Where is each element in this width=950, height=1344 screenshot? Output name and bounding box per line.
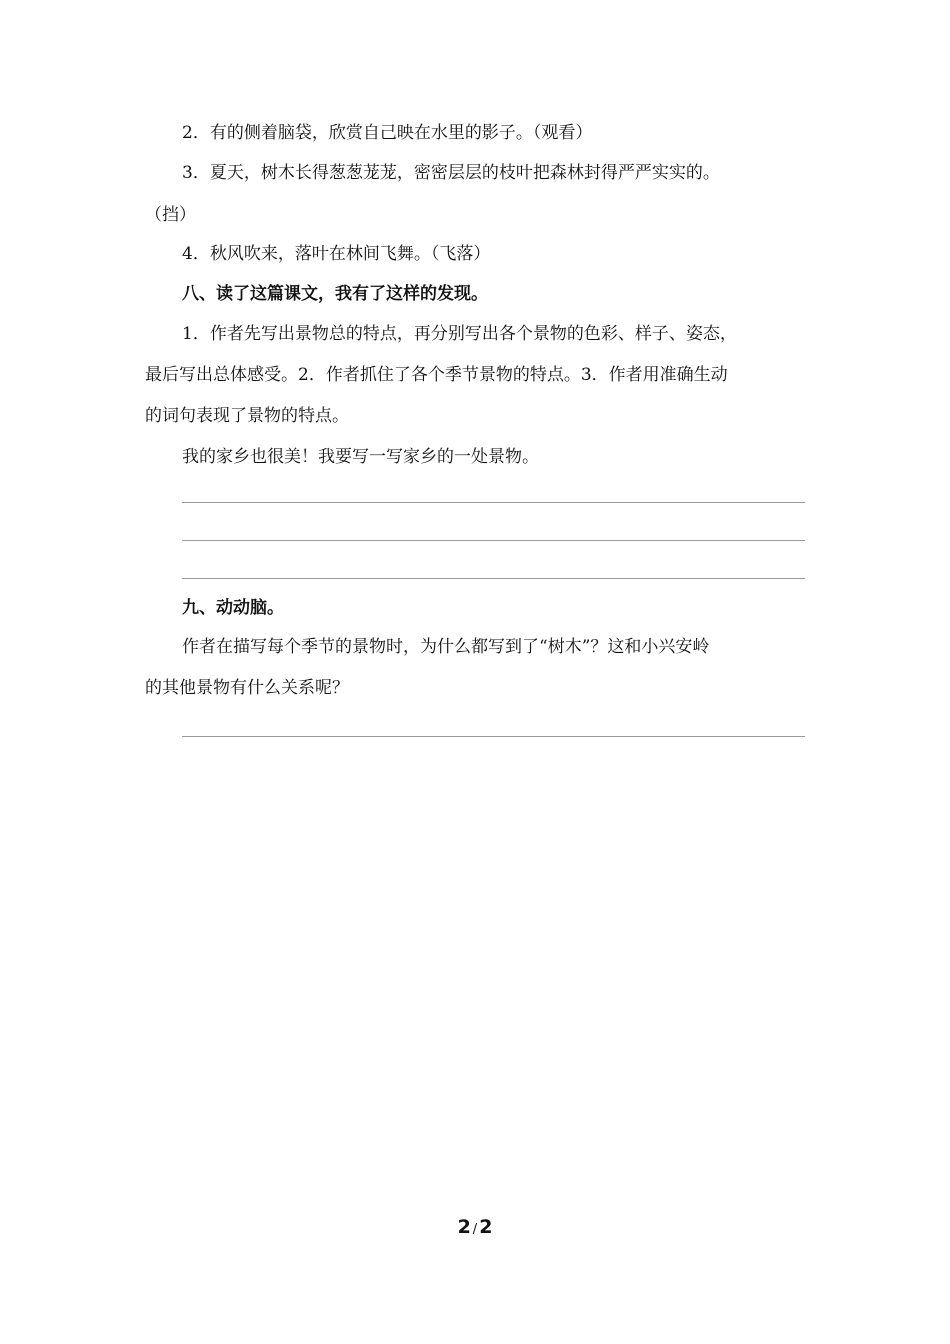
section-8-writing-prompt: 我的家乡也很美！我要写一写家乡的一处景物。 [182, 447, 539, 467]
section-9-question-line-1: 作者在描写每个季节的景物时，为什么都写到了“树木”？这和小兴安岭 [182, 637, 710, 657]
section-8-paragraph-line-1: 1．作者先写出景物总的特点，再分别写出各个景物的色彩、样子、姿态， [182, 324, 737, 344]
answer-line[interactable] [182, 736, 805, 737]
section-9-heading: 九、动动脑。 [182, 598, 284, 618]
exercise-item-3-answer: （挡） [145, 205, 196, 225]
total-pages: 2 [479, 1216, 493, 1238]
exercise-item-3: 3．夏天，树木长得葱葱茏茏，密密层层的枝叶把森林封得严严实实的。 [182, 163, 720, 183]
section-9-question-line-2: 的其他景物有什么关系呢？ [145, 678, 349, 698]
answer-line[interactable] [182, 540, 805, 541]
section-8-heading: 八、读了这篇课文，我有了这样的发现。 [182, 284, 488, 304]
answer-line[interactable] [182, 578, 805, 579]
exercise-item-2: 2．有的侧着脑袋，欣赏自己映在水里的影子。（观看） [182, 123, 593, 143]
exercise-item-4: 4．秋风吹来，落叶在林间飞舞。（飞落） [182, 244, 491, 264]
page-separator: / [472, 1222, 478, 1237]
section-8-paragraph-line-2: 最后写出总体感受。2．作者抓住了各个季节景物的特点。3．作者用准确生动 [145, 365, 728, 385]
section-8-paragraph-line-3: 的词句表现了景物的特点。 [145, 406, 349, 426]
answer-line[interactable] [182, 502, 805, 503]
page-number [0, 1215, 950, 1242]
current-page: 2 [457, 1216, 471, 1238]
